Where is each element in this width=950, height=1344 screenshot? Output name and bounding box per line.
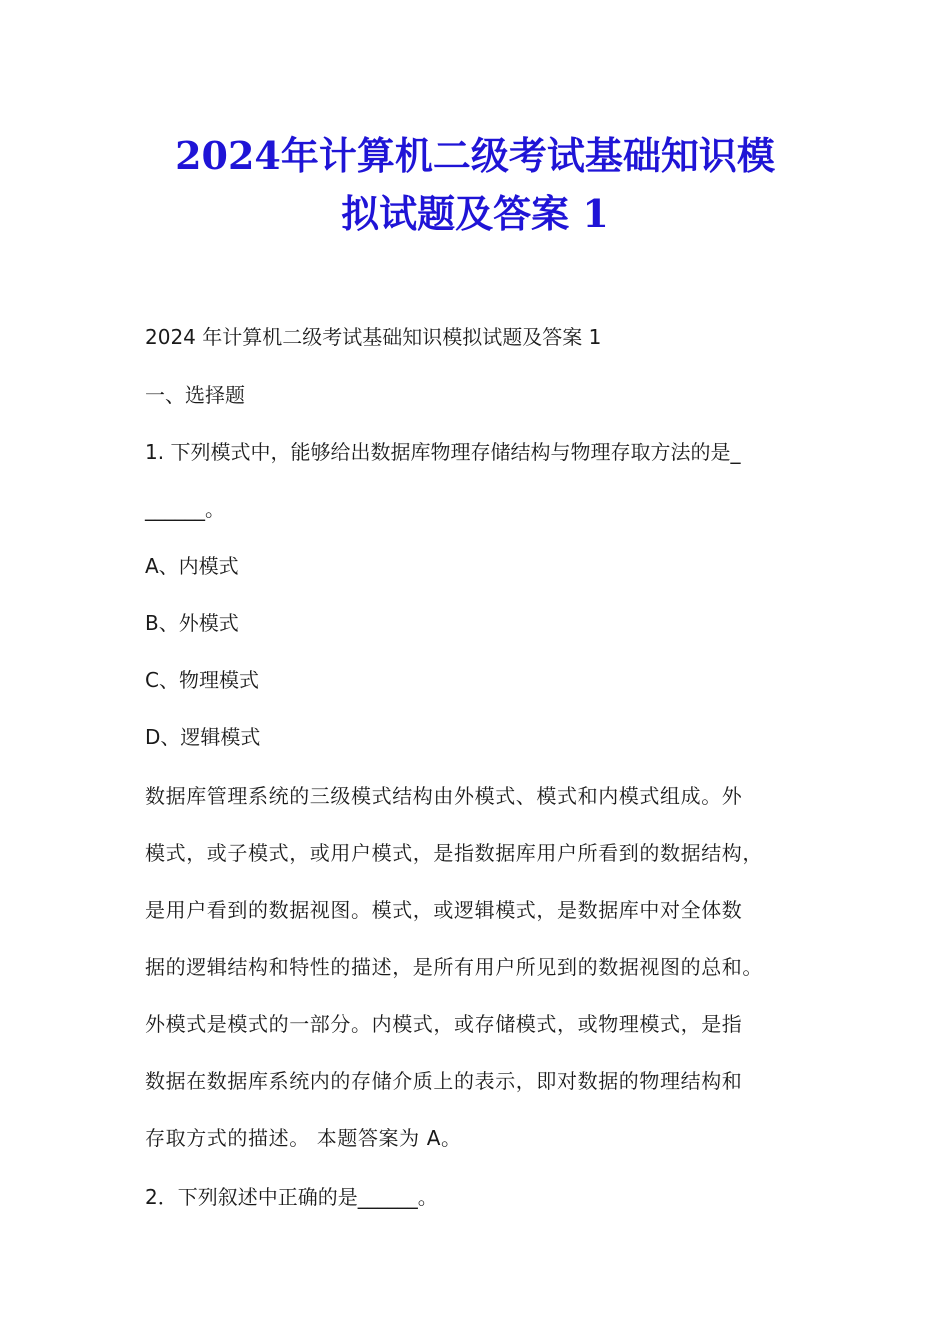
question-1-explanation-line: 存取方式的描述。 本题答案为 A。 [145,1126,462,1150]
question-1-stem: 1. 下列模式中，能够给出数据库物理存储结构与物理存取方法的是_ [145,440,741,464]
question-1-option-b: B、外模式 [145,611,239,635]
document-title-line-1: 2024年计算机二级考试基础知识模 [175,133,775,178]
question-1-option-d: D、逻辑模式 [145,725,261,749]
question-2-stem: 2．下列叙述中正确的是______。 [145,1185,438,1209]
question-1-option-c: C、物理模式 [145,668,259,692]
question-1-explanation-line: 据的逻辑结构和特性的描述，是所有用户所见到的数据视图的总和。 [145,955,763,979]
document-title-line-2: 拟试题及答案 1 [341,191,609,236]
question-1-option-a: A、内模式 [145,554,239,578]
document-subtitle: 2024 年计算机二级考试基础知识模拟试题及答案 1 [145,325,602,349]
question-1-explanation-line: 是用户看到的数据视图。模式，或逻辑模式，是数据库中对全体数 [145,898,743,922]
question-1-stem-continued: ______。 [145,497,225,521]
question-1-explanation-line: 数据库管理系统的三级模式结构由外模式、模式和内模式组成。外 [145,784,743,808]
question-1-explanation-line: 数据在数据库系统内的存储介质上的表示，即对数据的物理结构和 [145,1069,743,1093]
question-1-explanation-line: 模式，或子模式，或用户模式，是指数据库用户所看到的数据结构， [145,841,763,865]
question-1-explanation-line: 外模式是模式的一部分。内模式，或存储模式，或物理模式，是指 [145,1012,743,1036]
section-heading: 一、选择题 [145,383,245,407]
